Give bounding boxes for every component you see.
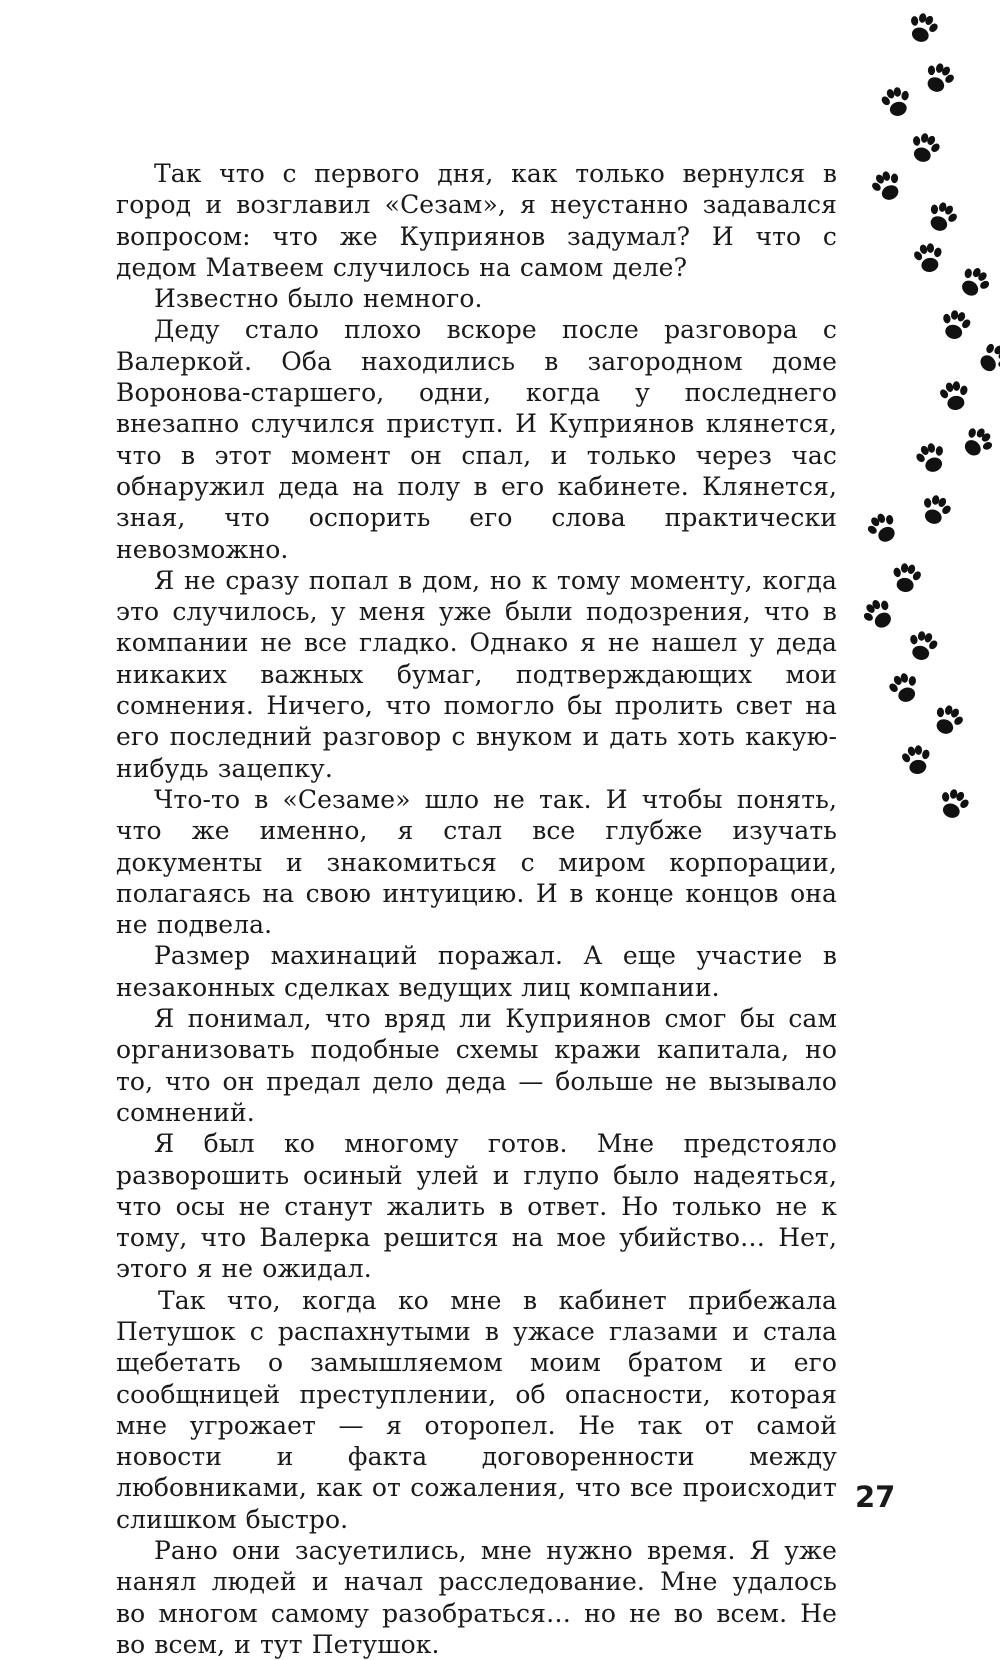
paw-print-icon [919,58,959,97]
paw-print-icon [957,421,999,463]
paw-print-icon [937,379,972,413]
paw-print-icon [899,743,934,777]
paragraph: Я не сразу попал в дом, но к тому моменту, когда это случилось, у меня уже были подозрения, что в компании не все гладко. Однако я не нашел у деда никаких важных бумаг, подтверждающих мои сомнения. Ничего, что помогло бы пролить свет на его последний разговор с внуком и дать хоть какую-нибудь зацепку. [116,565,837,783]
paw-print-icon [911,241,946,275]
paw-print-icon [935,785,974,822]
paragraph: Рано они засуетились, мне нужно время. Я уже нанял людей и начал расследование. Мне удалось во многом самому разобраться… но не во всем. Не во всем, и тут Петушок. [116,1536,837,1659]
paw-print-icon [928,700,968,739]
paw-print-icon [878,84,915,120]
paragraph: Так что, когда ко мне в кабинет прибежала Петушок с распахнутыми в ужасе глазами и стала щебетать о замышляемом моим братом и его сообщницей преступлении, об опасности, которая мне угрожает — я оторопел. Не так от самой новости и факта договоренности между любовниками, как от сожаления, что все происходит слишком быстро. [116,1285,837,1534]
paw-print-icon [954,262,996,303]
paragraph: Известно было немного. [154,284,483,314]
paw-print-icon [912,439,951,476]
paragraph: Так что с первого дня, как только вернулся в город и возглавил «Сезам», я неустанно задавался вопросом: что же Куприянов задумал? И что с дедом Матвеем случилось на самом деле? [116,159,837,282]
paw-print-icon [922,197,962,236]
paw-print-icon [889,561,924,595]
body-text [116,158,837,1660]
paragraph: Я понимал, что вряд ли Куприянов смог бы сам организовать подобные схемы кражи капитала, но то, что он предал дело деда — больше не вызывало сомнений. [116,1004,837,1127]
paw-print-icon [862,508,903,548]
paragraph: Деду стало плохо вскоре после разговора с Валеркой. Оба находились в загородном доме Воронова-старшего, одни, когда у последнего внезапно случился приступ. И Куприянов клянется, что в этот момент он спал, и только через час обнаружил деда на полу в его кабинете. Клянется, зная, что оспорить его слова практически невозможно. [116,315,837,564]
paw-print-icon [904,628,941,664]
paw-print-icon [885,669,924,706]
paw-print-icon [867,166,907,205]
paw-print-icon [904,9,943,46]
page-number: 27 [855,1480,896,1514]
paragraph: Размер махинаций поражал. А еще участие в незаконных сделках ведущих лиц компании. [116,941,837,1002]
paw-print-icon [906,129,945,166]
paragraph: Что-то в «Сезаме» шло не так. И чтобы понять, что же именно, я стал все глубже изучать документы и знакомиться с миром корпорации, полагаясь на свою интуицию. И в конце концов она не подвела. [116,784,837,940]
paw-print-icon [973,338,1000,380]
paw-print-icon [858,594,900,635]
paw-print-icon [917,491,956,528]
paragraph: Я был ко многому готов. Мне предстояло разворошить осиный улей и глупо было надеяться, что осы не станут жалить в ответ. Но только не к тому, что Валерка решится на мое убийство… Нет, этого я не ожидал. [116,1129,837,1284]
paw-print-icon [937,307,974,343]
